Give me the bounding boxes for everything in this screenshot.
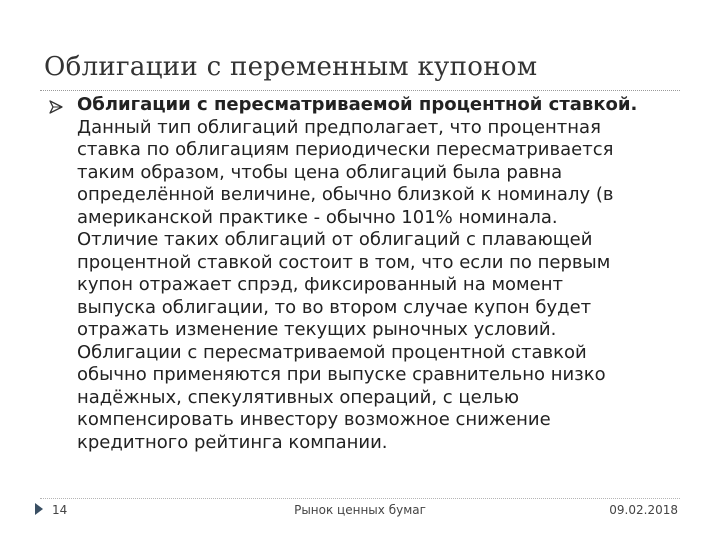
paragraph-line: компенсировать инвестору возможное снижение	[77, 409, 551, 430]
paragraph-line: купон отражает спрэд, фиксированный на момент	[77, 274, 563, 295]
paragraph-line: выпуска облигации, то во втором случае купон будет	[77, 296, 592, 318]
paragraph-line: американской практике - обычно 101% номинала.	[77, 206, 558, 228]
paragraph-line: надёжных, спекулятивных операций, с целью	[77, 386, 519, 408]
slide-title: Облигации с переменным купоном	[44, 52, 538, 82]
paragraph-line: кредитного рейтинга компании.	[77, 431, 388, 453]
paragraph-line: определённой величине, обычно близкой к номиналу (в	[77, 184, 614, 205]
page-number: 14	[52, 503, 68, 517]
paragraph-line: ставка по облигациям периодически пересматривается	[77, 139, 614, 160]
bullet-lead: Облигации с пересматриваемой процентной ставкой.	[77, 94, 638, 115]
paragraph-line: Данный тип облигаций предполагает, что процентная	[77, 116, 601, 138]
footer-title: Рынок ценных бумаг	[294, 503, 426, 517]
title-divider	[40, 90, 680, 91]
footer-date: 09.02.2018	[609, 503, 678, 517]
paragraph-line: обычно применяются при выпуске сравнительно низко	[77, 364, 606, 385]
arrowhead-bullet-icon	[48, 99, 64, 115]
paragraph-line: отражать изменение текущих рыночных условий.	[77, 319, 557, 340]
paragraph-line: процентной ставкой состоит в том, что если по первым	[77, 251, 611, 273]
paragraph-line: Облигации с пересматриваемой процентной ставкой	[77, 341, 587, 363]
paragraph-line: таким образом, чтобы цена облигаций была равна	[77, 161, 563, 183]
bullet-paragraph	[77, 94, 697, 454]
footer-divider	[40, 498, 680, 499]
paragraph-line: Отличие таких облигаций от облигаций с плавающей	[77, 229, 593, 250]
